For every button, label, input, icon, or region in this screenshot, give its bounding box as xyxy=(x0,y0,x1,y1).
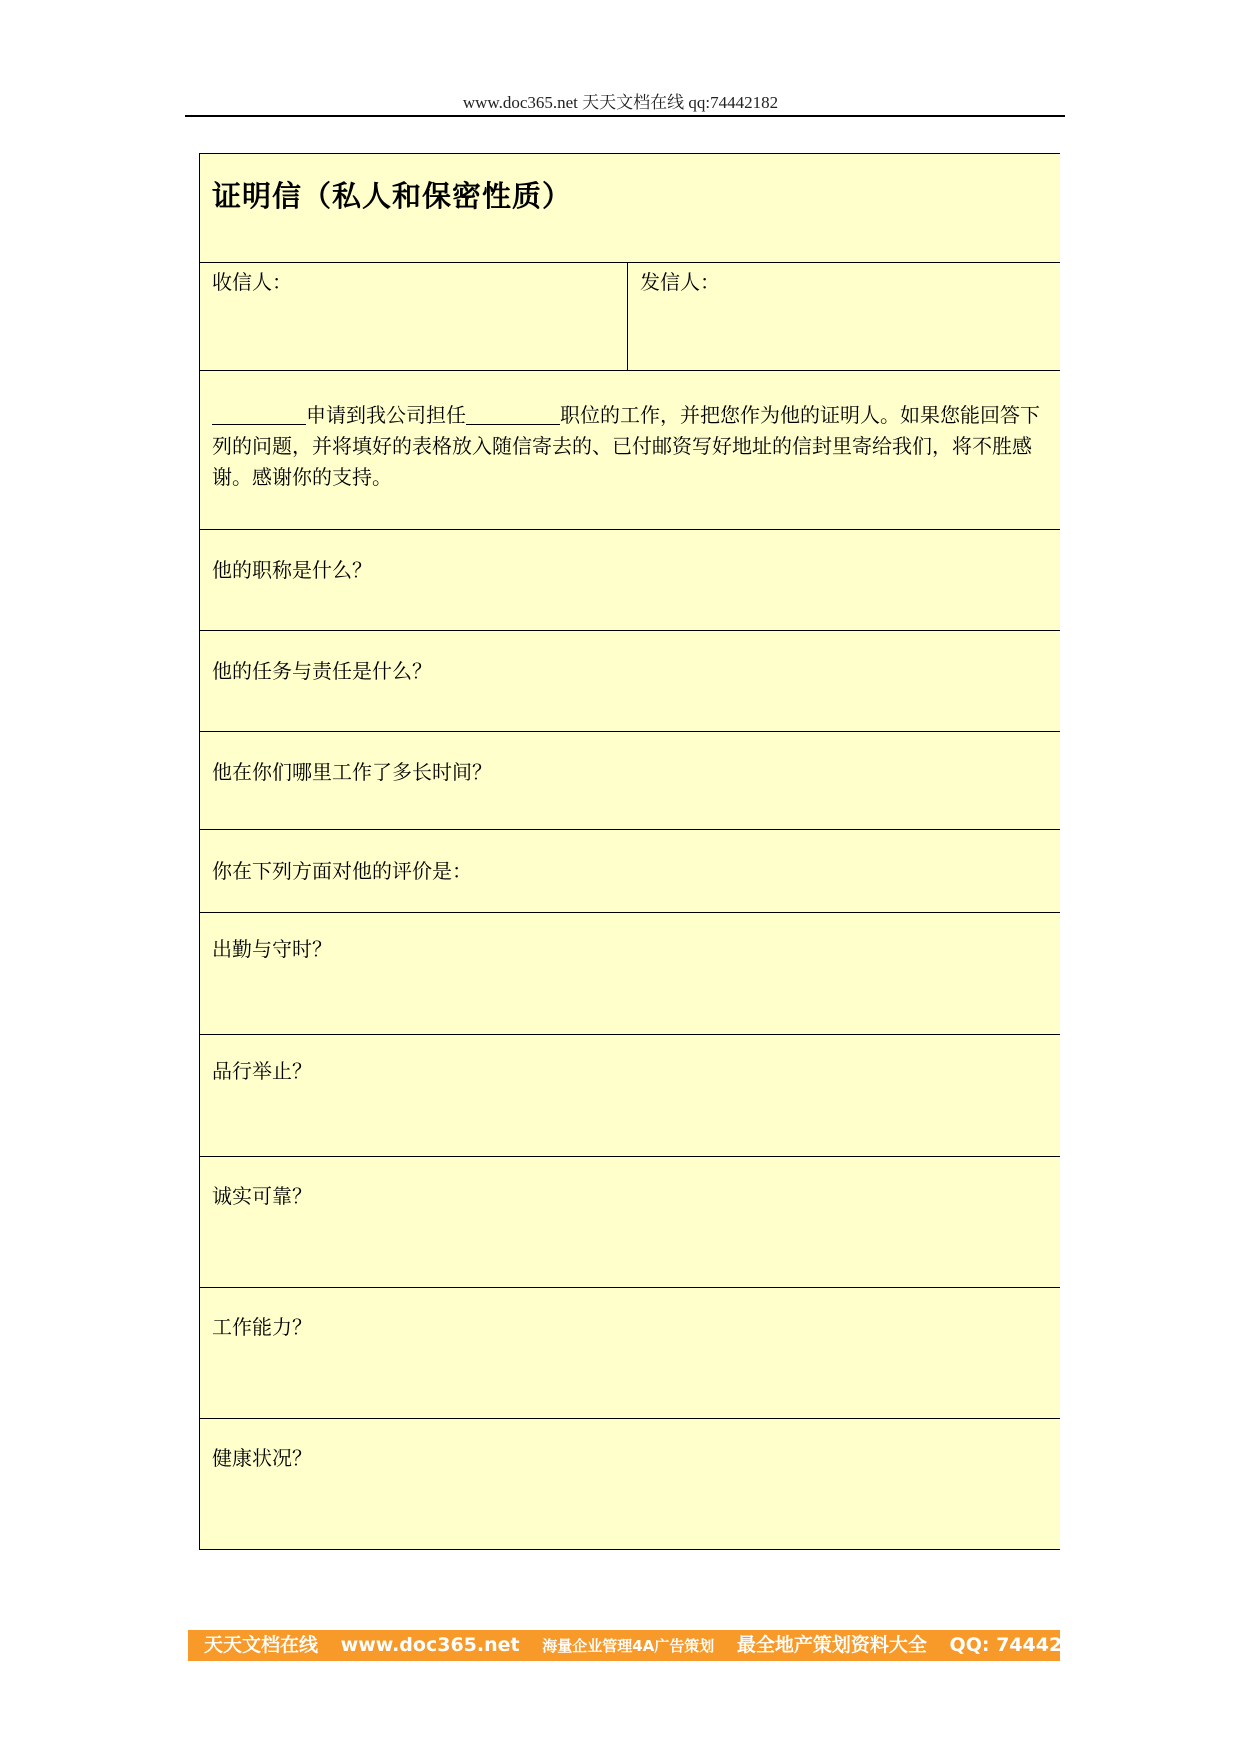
position-blank[interactable] xyxy=(466,404,560,425)
intro-text-part1: 申请到我公司担任 xyxy=(306,403,466,427)
footer-slogan-2: 最全地产策划资料大全 xyxy=(736,1634,927,1656)
question-row-ability[interactable] xyxy=(200,1288,1060,1419)
page-header-text: www.doc365.net 天天文档在线 qq:74442182 xyxy=(462,93,779,112)
intro-paragraph xyxy=(212,400,1058,493)
footer-qq: QQ: 744421982 xyxy=(949,1634,1116,1656)
sender-cell[interactable] xyxy=(628,263,1060,370)
reference-letter-form xyxy=(199,153,1060,1550)
sender-label: 发信人： xyxy=(640,270,720,294)
evaluation-heading-row xyxy=(200,830,1060,913)
footer-banner[interactable] xyxy=(188,1630,1116,1661)
question-label: 他的职称是什么？ xyxy=(212,558,372,582)
question-label: 诚实可靠？ xyxy=(212,1184,312,1208)
question-label: 工作能力？ xyxy=(212,1315,312,1339)
question-label: 出勤与守时？ xyxy=(212,937,332,961)
recipient-cell[interactable] xyxy=(200,263,628,370)
recipient-label: 收信人： xyxy=(212,270,292,294)
question-row-honesty[interactable] xyxy=(200,1157,1060,1288)
question-row-attendance[interactable] xyxy=(200,913,1060,1035)
question-label: 健康状况？ xyxy=(212,1446,312,1470)
form-title-row xyxy=(200,154,1060,263)
form-title: 证明信（私人和保密性质） xyxy=(212,179,573,213)
header-divider xyxy=(185,115,1065,117)
intro-row xyxy=(200,371,1060,530)
footer-brand: 天天文档在线 xyxy=(204,1634,319,1656)
candidate-name-blank[interactable] xyxy=(212,404,306,425)
address-row xyxy=(200,263,1060,371)
question-row-health[interactable] xyxy=(200,1419,1060,1550)
question-row-tenure[interactable] xyxy=(200,732,1060,830)
intro-text-part2: 职位的工作，并把您作为他的证明人。如果您能回答下列的问题，并将填好的表格放入随信寄去的、已付邮资写好地址的信封里寄给我们，将不胜感谢。感谢你的支持。 xyxy=(212,403,1040,489)
question-row-job-title[interactable] xyxy=(200,530,1060,631)
footer-slogan-1: 海量企业管理4A广告策划 xyxy=(542,1637,715,1655)
question-row-conduct[interactable] xyxy=(200,1035,1060,1157)
footer-url[interactable]: www.doc365.net xyxy=(340,1634,520,1656)
question-label: 他在你们哪里工作了多长时间？ xyxy=(212,760,492,784)
question-label: 他的任务与责任是什么？ xyxy=(212,659,432,683)
question-label: 品行举止？ xyxy=(212,1059,312,1083)
question-row-duties[interactable] xyxy=(200,631,1060,732)
evaluation-heading: 你在下列方面对他的评价是： xyxy=(212,859,472,883)
